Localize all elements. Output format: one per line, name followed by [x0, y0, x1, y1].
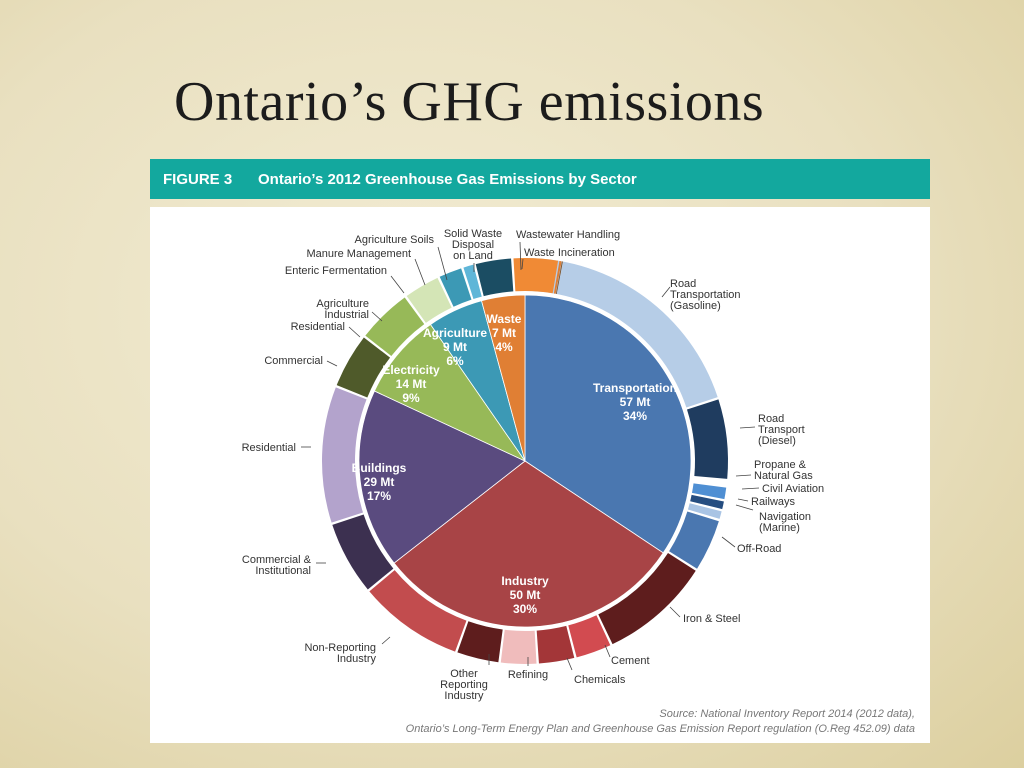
ring-label-enteric-fermentation: Enteric Fermentation — [284, 265, 387, 277]
source-note — [406, 707, 915, 737]
slice-label-electricity: Electricity 14 Mt 9% — [382, 363, 440, 405]
ring-label-agriculture-industrial: Agriculture Industrial — [316, 298, 369, 321]
leader-line — [722, 537, 735, 547]
leader-line — [740, 427, 755, 428]
leader-line — [670, 607, 680, 617]
source-line-1: Source: National Inventory Report 2014 (2012 data), — [659, 708, 915, 720]
ring-label-iron-steel: Iron & Steel — [683, 613, 741, 625]
leader-line — [327, 361, 337, 366]
ring-label-manure-management: Manure Management — [306, 248, 411, 260]
ring-label-waste-incineration: Waste Incineration — [524, 247, 615, 259]
leader-line — [738, 499, 748, 501]
sector-pie-chart — [150, 207, 930, 743]
ring-label-chemicals: Chemicals — [574, 674, 626, 686]
leader-line — [391, 276, 404, 293]
ring-label-railways: Railways — [751, 496, 796, 508]
leader-line — [372, 312, 382, 321]
leader-line — [567, 658, 572, 670]
leader-line — [736, 475, 751, 476]
ring-label-civil-aviation: Civil Aviation — [762, 483, 825, 495]
ring-segment-refining — [501, 630, 537, 664]
ring-label-propane-natural-gas: Propane & Natural Gas — [754, 459, 813, 482]
leader-line — [382, 637, 390, 644]
slice-label-waste: Waste 7 Mt 4% — [486, 312, 522, 354]
slide-title: Ontario’s GHG emissions — [174, 71, 765, 133]
ring-label-road-transport-diesel: Road Transport (Diesel) — [758, 413, 805, 447]
ring-label-wastewater-handling: Wastewater Handling — [516, 229, 621, 241]
ring-label-residential-electricity: Residential — [290, 321, 345, 333]
leader-line — [742, 488, 759, 489]
leader-line — [662, 287, 670, 297]
ring-label-off-road: Off-Road — [737, 543, 782, 555]
ring-segment-other-reporting-industry — [457, 621, 502, 662]
ring-label-commercial-electricity: Commercial — [264, 355, 323, 367]
ring-label-non-reporting-industry: Non-Reporting Industry — [304, 642, 376, 665]
ring-label-navigation-marine: Navigation (Marine) — [759, 511, 811, 534]
source-line-2: Ontario’s Long-Term Energy Plan and Greenhouse Gas Emission Report regulation (O.Reg 452.09) data — [405, 723, 915, 735]
ring-label-residential-buildings: Residential — [241, 442, 296, 454]
slice-label-industry: Industry 50 Mt 30% — [501, 574, 549, 616]
figure-number: FIGURE 3 — [163, 170, 233, 188]
ring-label-other-reporting-industry: Other Reporting Industry — [440, 668, 488, 702]
figure-title: Ontario’s 2012 Greenhouse Gas Emissions by Sector — [258, 170, 637, 188]
ring-label-agriculture-soils: Agriculture Soils — [354, 234, 434, 246]
ring-label-road-transportation-gasoline: Road Transportation (Gasoline) — [670, 278, 741, 312]
ring-segment-road-transport-diesel — [687, 399, 728, 478]
leader-line — [605, 645, 610, 657]
ring-label-commercial-institutional: Commercial & Institutional — [241, 554, 311, 577]
ring-label-cement: Cement — [611, 655, 650, 667]
ring-label-solid-waste-disposal-on-land: Solid Waste Disposal on Land — [443, 228, 503, 262]
ring-segment-chemicals — [537, 626, 575, 664]
ring-segment-solid-waste-disposal-on-land — [513, 258, 558, 293]
leader-line — [349, 327, 360, 337]
figure-header — [150, 159, 930, 199]
slice-label-buildings: Buildings 29 Mt 17% — [351, 461, 407, 503]
leader-line — [438, 247, 447, 280]
slice-label-transportation: Transportation 57 Mt 34% — [592, 381, 678, 423]
ring-label-refining: Refining — [507, 669, 549, 681]
chart-panel — [150, 207, 930, 743]
leader-line — [415, 259, 425, 285]
slice-label-agriculture: Agriculture 9 Mt 6% — [422, 326, 488, 368]
ring-segment-agriculture-soils — [476, 258, 514, 296]
